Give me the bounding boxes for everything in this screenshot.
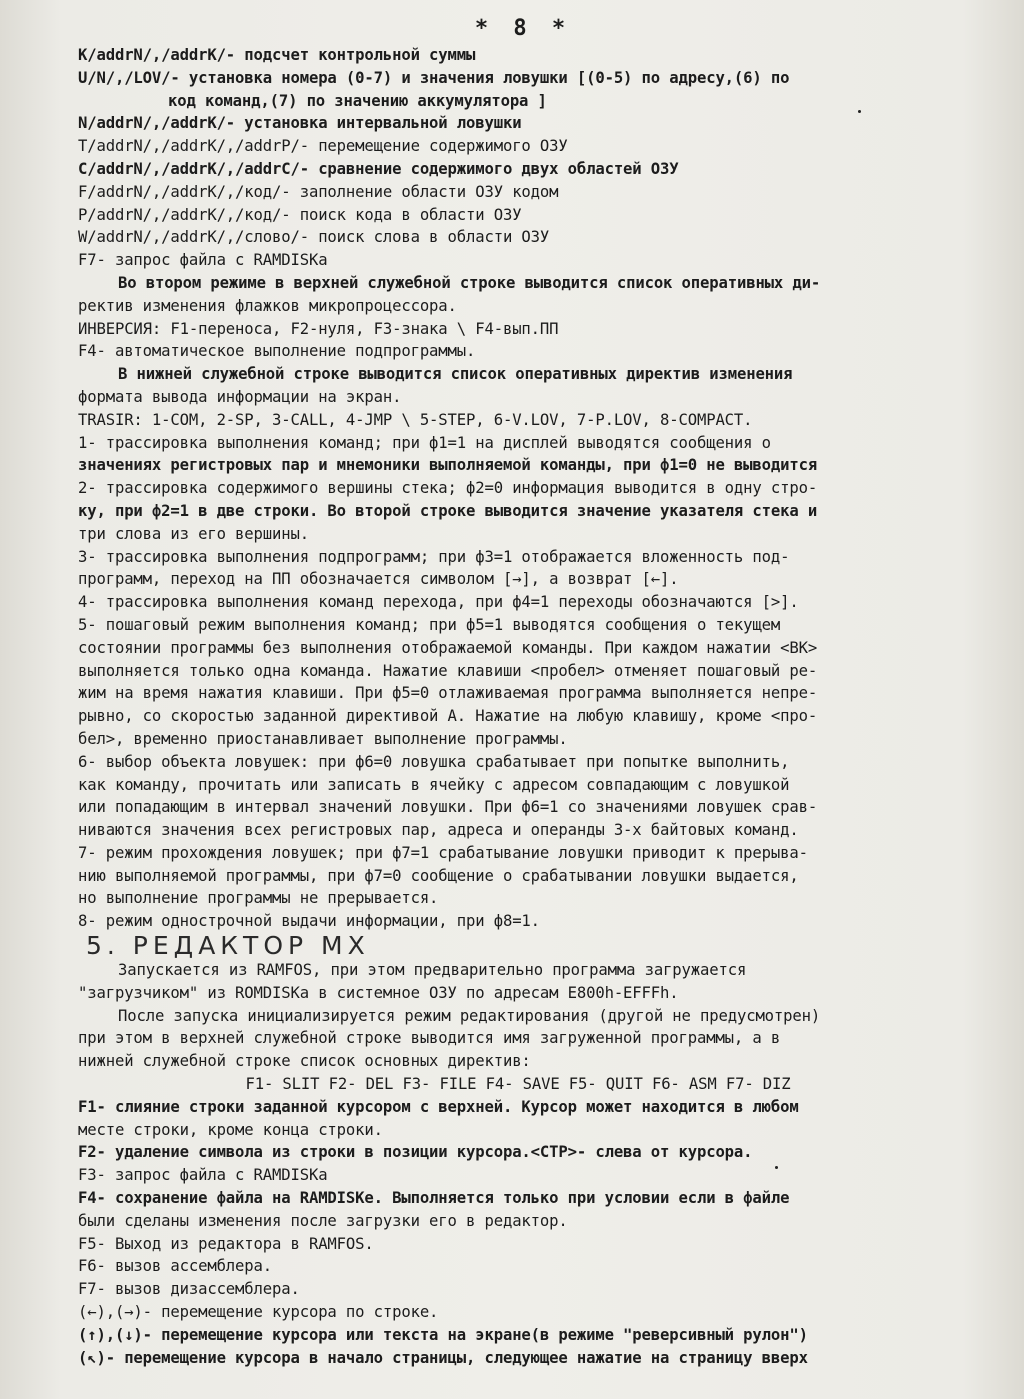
text-line: F4- сохранение файла на RAMDISKe. Выполняется только при условии если в файле (78, 1189, 790, 1208)
text-line: После запуска инициализируется режим редактирования (другой не предусмотрен) (118, 1006, 821, 1025)
text-line: Запускается из RAMFOS, при этом предварительно программа загружается (118, 961, 747, 980)
text-line: состоянии программы без выполнения отображаемой команды. При каждом нажатии <ВК> (78, 638, 818, 657)
text-line: (↑),(↓)- перемещение курсора или текста на экране(в режиме "реверсивный рулон") (78, 1325, 808, 1344)
text-line: 6- выбор объекта ловушек: при ф6=0 ловушка срабатывает при попытке выполнить, (78, 752, 790, 771)
text-line: F7- вызов дизассемблера. (78, 1280, 300, 1299)
text-line: выполняется только одна команда. Нажатие клавиши <пробел> отменяет пошаговый ре- (78, 661, 818, 680)
text-line: T/addrN/,/addrK/,/addrP/- перемещение содержимого ОЗУ (78, 137, 568, 156)
text-line: F3- запрос файла с RAMDISKa (78, 1166, 328, 1185)
text-line: В нижней служебной строке выводится список оперативных директив изменения (118, 365, 793, 384)
text-line: ку, при ф2=1 в две строки. Во второй строке выводится значение указателя стека и (78, 501, 818, 520)
directive-list-line: F1- SLIT F2- DEL F3- FILE F4- SAVE F5- QUIT F6- ASM F7- DIZ (245, 1075, 791, 1094)
text-line: F/addrN/,/addrK/,/код/- заполнение области ОЗУ кодом (78, 182, 559, 201)
text-line: ИНВЕРСИЯ: F1-переноса, F2-нуля, F3-знака \ F4-вып.ПП (78, 319, 559, 338)
text-line: N/addrN/,/addrK/- установка интервальной ловушки (78, 114, 522, 133)
section-heading: 5. РЕДАКТОР MX (86, 931, 370, 961)
text-line: F2- удаление символа из строки в позиции курсора.<СТР>- слева от курсора. (78, 1143, 753, 1162)
text-line: программ, переход на ПП обозначается символом [→], а возврат [←]. (78, 570, 679, 589)
text-line: при этом в верхней служебной строке выводится имя загруженной программы, а в (78, 1029, 781, 1048)
text-line: 8- режим однострочной выдачи информации, при ф8=1. (78, 912, 540, 931)
text-line: формата вывода информации на экран. (78, 387, 402, 406)
text-line: но выполнение программы не прерывается. (78, 889, 439, 908)
text-line: нижней служебной строке список основных директив: (78, 1052, 531, 1071)
text-line: или попадающим в интервал значений ловушки. При ф6=1 со значениями ловушек срав- (78, 798, 818, 817)
text-line: Во втором режиме в верхней служебной строке выводится список оперативных ди- (118, 273, 821, 292)
text-line: 1- трассировка выполнения команд; при ф1=1 на дисплей выводятся сообщения о (78, 433, 771, 452)
text-line: K/addrN/,/addrK/- подсчет контрольной суммы (78, 46, 476, 64)
text-line: три слова из его вершины. (78, 524, 309, 543)
text-line: месте строки, кроме конца строки. (78, 1120, 383, 1139)
text-line: "загрузчиком" из ROMDISKa в системное ОЗУ по адресам E800h-EFFFh. (78, 983, 679, 1002)
text-line: (↖)- перемещение курсора в начало страницы, следующее нажатие на страницу вверх (78, 1348, 808, 1367)
text-line: F5- Выход из редактора в RAMFOS. (78, 1234, 374, 1253)
text-line: ниваются значения всех регистровых пар, адреса и операнды 3-х байтовых команд. (78, 821, 799, 840)
text-line: рывно, со скоростью заданной директивой A. Нажатие на любую клавишу, кроме <про- (78, 707, 818, 726)
text-line: код команд,(7) по значению аккумулятора ] (168, 91, 547, 110)
text-line: P/addrN/,/addrK/,/код/- поиск кода в области ОЗУ (78, 205, 522, 224)
text-line: U/N/,/LOV/- установка номера (0-7) и значения ловушки [(0-5) по адресу,(6) по (78, 68, 790, 87)
text-line: TRASIR: 1-COM, 2-SP, 3-CALL, 4-JMP \ 5-STEP, 6-V.LOV, 7-P.LOV, 8-COMPACT. (78, 410, 753, 429)
text-line: W/addrN/,/addrK/,/слово/- поиск слова в области ОЗУ (78, 228, 550, 247)
text-line: значениях регистровых пар и мнемоники выполняемой команды, при ф1=0 не выводится (78, 456, 818, 475)
text-line: ректив изменения флажков микропроцессора. (78, 296, 457, 315)
text-line: F4- автоматическое выполнение подпрограммы. (78, 342, 476, 361)
text-line: 4- трассировка выполнения команд перехода, при ф4=1 переходы обозначаются [>]. (78, 593, 799, 612)
text-line: C/addrN/,/addrK/,/addrC/- сравнение содержимого двух областей ОЗУ (78, 159, 679, 178)
text-line: как команду, прочитать или записать в ячейку с адресом совпадающим с ловушкой (78, 775, 790, 794)
text-line: жим на время нажатия клавиши. При ф5=0 отлаживаемая программа выполняется непре- (78, 684, 818, 703)
text-line: F1- слияние строки заданной курсором с верхней. Курсор может находится в любом (78, 1097, 799, 1116)
page-number-header: * 8 * (474, 16, 572, 41)
text-line: бел>, временно приостанавливает выполнение программы. (78, 729, 568, 748)
text-line: нию выполняемой программы, при ф7=0 сообщение о срабатывании ловушки выдается, (78, 866, 799, 885)
text-line: 2- трассировка содержимого вершины стека; ф2=0 информация выводится в одну стро- (78, 479, 818, 498)
text-line: 7- режим прохождения ловушек; при ф7=1 срабатывание ловушки приводит к прерыва- (78, 843, 808, 862)
document-body (78, 14, 958, 1369)
text-line: F7- запрос файла с RAMDISKa (78, 251, 328, 270)
text-line: были сделаны изменения после загрузки его в редактор. (78, 1211, 568, 1230)
text-line: 3- трассировка выполнения подпрограмм; при ф3=1 отображается вложенность под- (78, 547, 790, 566)
text-line: 5- пошаговый режим выполнения команд; при ф5=1 выводятся сообщения о текущем (78, 615, 781, 634)
text-line: (←),(→)- перемещение курсора по строке. (78, 1303, 439, 1322)
text-line: F6- вызов ассемблера. (78, 1257, 273, 1276)
